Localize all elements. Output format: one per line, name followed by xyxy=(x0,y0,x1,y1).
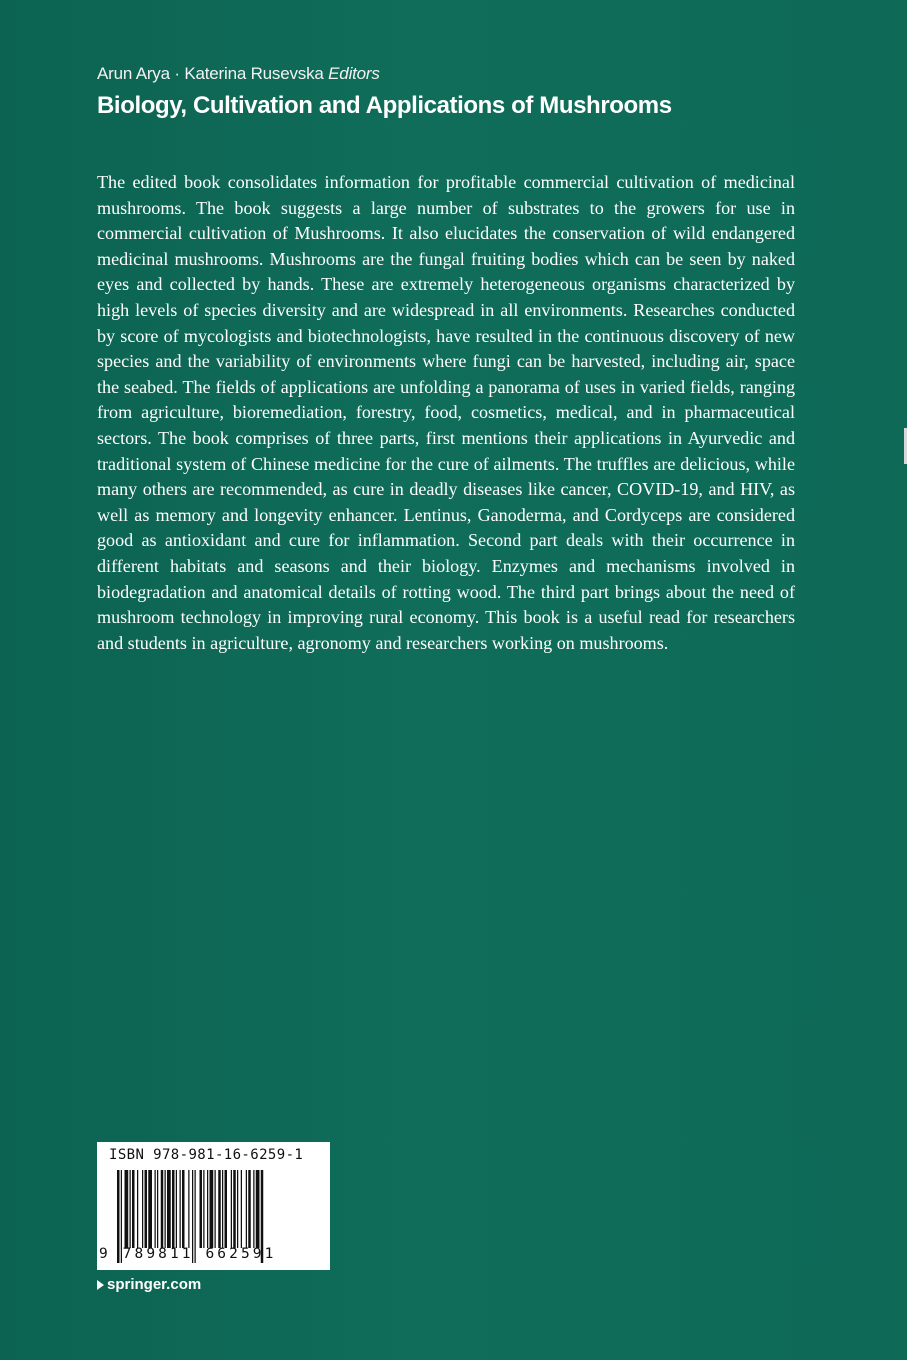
barcode-bar xyxy=(241,1170,242,1248)
barcode-bar xyxy=(167,1170,171,1248)
barcode-bar xyxy=(233,1170,236,1248)
editors-role: Editors xyxy=(328,64,380,83)
barcode-bar xyxy=(188,1170,189,1248)
barcode-bar xyxy=(130,1170,131,1248)
barcode-bar xyxy=(148,1170,152,1248)
publisher-link-text: springer.com xyxy=(107,1276,202,1293)
triangle-arrow-icon xyxy=(97,1280,104,1290)
book-description: The edited book consolidates information for profitable commercial cultivation of medicinal mushrooms. The book suggests a large number of substrates to the growers for use in commercial cultivation of Mushrooms. It also elucidates the conservation of wild endangered medicinal mushrooms. Mushrooms are the fungal fruiting bodies which can be seen by naked eyes and collected by hands. These are extremely heterogeneous organisms characterized by high levels of species diversity and are widespread in all environments. Researches conducted by score of mycologists and biotechnologists, have resulted in the continuous discovery of new species and the variability of environments where fungi can be harvested, including air, space the seabed. The fields of applications are unfolding a panorama of uses in varied fields, ranging from agriculture, bioremediation, forestry, food, cosmetics, medical, and in pharmaceutical sectors. The book comprises of three parts, first mentions their applications in Ayurvedic and traditional system of Chinese medicine for the cure of ailments. The truffles are delicious, while many others are recommended, as cure in deadly diseases like cancer, COVID-19, and HIV, as well as memory and longevity enhancer. Lentinus, Ganoderma, and Cordyceps are considered good as antioxidant and cure for inflammation. Second part deals with their occurrence in different habitats and seasons and their biology. Enzymes and mechanisms involved in biodegradation and anatomical details of rotting wood. The third part brings about the need of mushroom technology in improving rural economy. This book is a useful read for researchers and students in agriculture, agronomy and researchers working on mushrooms. xyxy=(97,172,795,653)
editors-names: Arun Arya · Katerina Rusevska xyxy=(97,64,324,83)
barcode-bar xyxy=(157,1170,158,1248)
publisher-link[interactable] xyxy=(97,1276,201,1293)
barcode-bar xyxy=(155,1170,156,1248)
barcode-bar xyxy=(145,1170,148,1248)
barcode-digits: 9 789811 662591 xyxy=(99,1246,277,1262)
barcode-bar xyxy=(253,1170,254,1248)
barcode-bar xyxy=(246,1170,247,1248)
barcode-bar xyxy=(200,1170,203,1248)
barcode-bar xyxy=(125,1170,129,1248)
isbn-number: ISBN 978-981-16-6259-1 xyxy=(109,1147,304,1163)
barcode-bar xyxy=(215,1170,216,1248)
editors-line xyxy=(97,64,380,84)
barcode-bar xyxy=(182,1170,185,1248)
barcode-bar xyxy=(207,1170,208,1248)
barcode-bar xyxy=(237,1170,238,1248)
barcode-bar xyxy=(176,1170,177,1248)
barcode-bar xyxy=(203,1170,204,1248)
barcode-bar xyxy=(172,1170,175,1248)
isbn-barcode xyxy=(97,1142,330,1270)
barcode-bar xyxy=(132,1170,135,1248)
barcode-bar xyxy=(225,1170,228,1248)
barcode-bar xyxy=(165,1170,166,1248)
barcode-bar xyxy=(137,1170,138,1248)
barcode-bar xyxy=(218,1170,221,1248)
book-title: Biology, Cultivation and Applications of Mushrooms xyxy=(97,92,672,119)
barcode-bar xyxy=(222,1170,223,1248)
barcode-bar xyxy=(210,1170,214,1248)
barcode-bar xyxy=(180,1170,181,1248)
barcode-bar xyxy=(248,1170,251,1248)
barcode-bar xyxy=(256,1170,260,1248)
barcode-bar xyxy=(142,1170,143,1248)
barcode-bar xyxy=(161,1170,164,1248)
barcode-bar xyxy=(231,1170,232,1248)
